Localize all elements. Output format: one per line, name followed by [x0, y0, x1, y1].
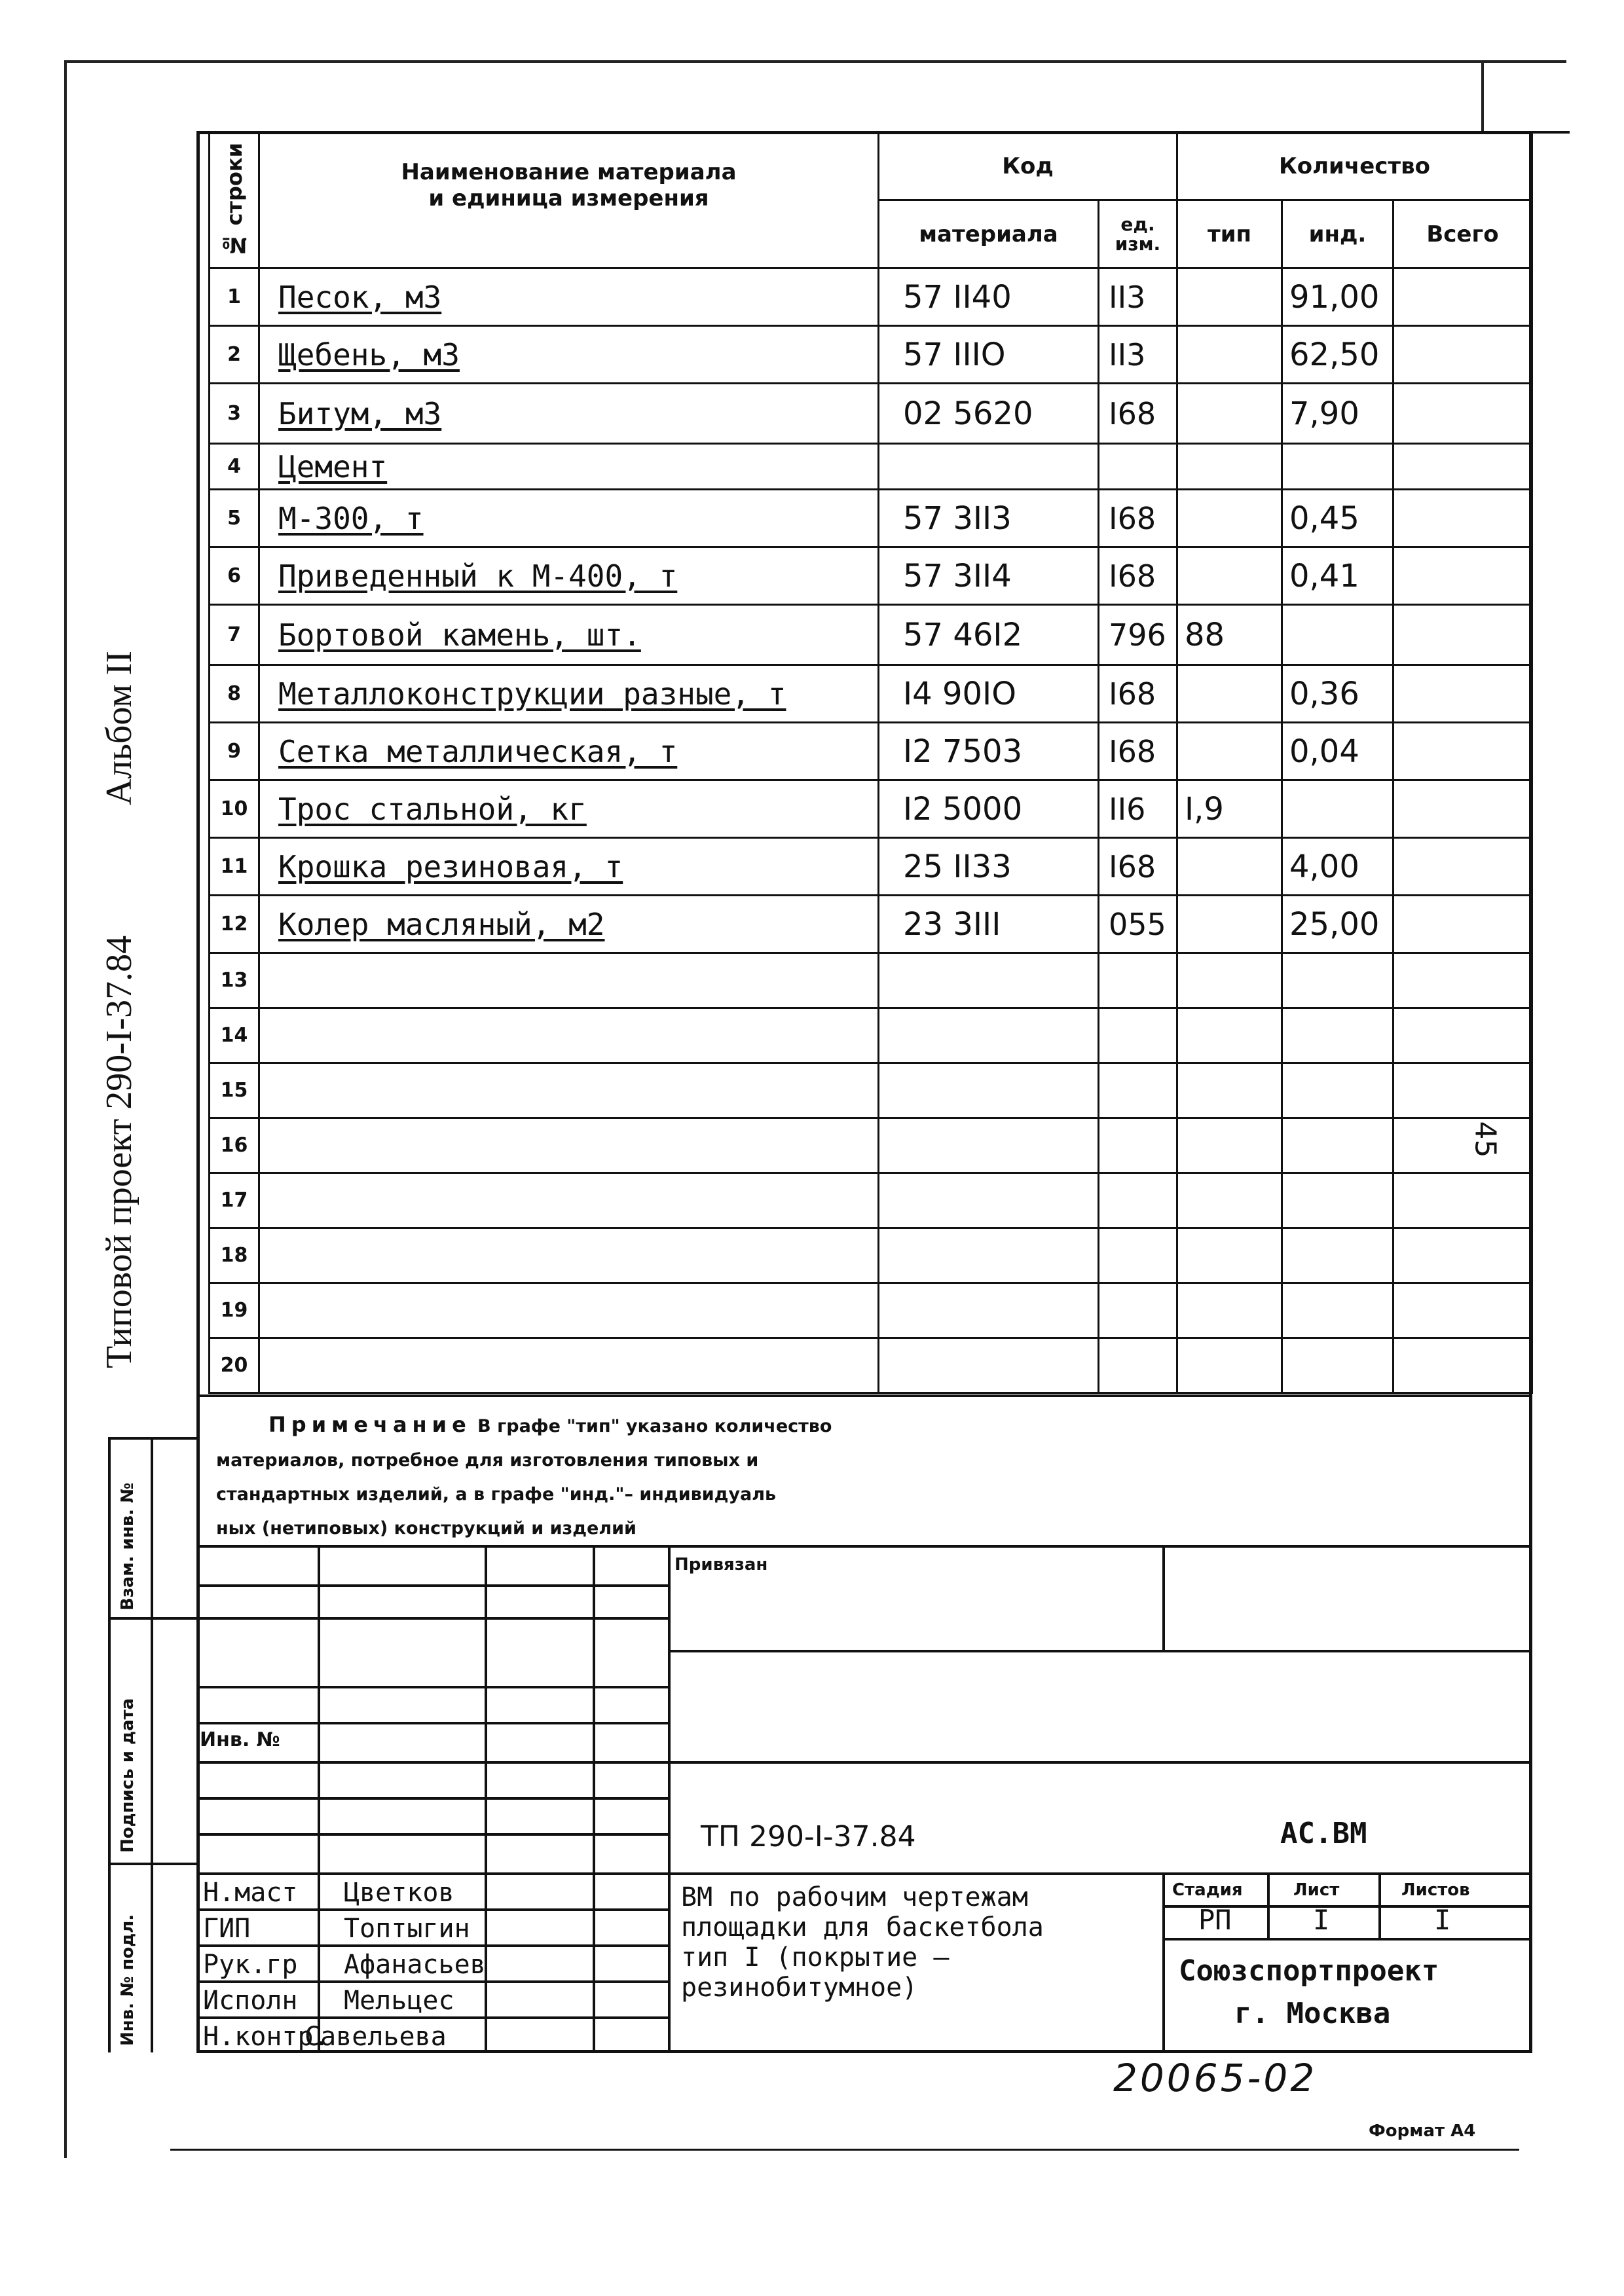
row-number: 3 — [210, 384, 259, 444]
ind-quantity — [1282, 1063, 1393, 1118]
type-quantity — [1177, 665, 1282, 723]
code-header: Код — [879, 132, 1177, 200]
type-quantity — [1177, 1283, 1282, 1338]
material-name: Бортовой камень, шт. — [259, 605, 879, 665]
material-code: 57 3II4 — [879, 547, 1099, 605]
type-quantity — [1177, 547, 1282, 605]
note-line-4: ных (нетиповых) конструкций и изделий — [216, 1518, 637, 1539]
project-side-label: Типовой проект 290-I-37.84 — [99, 935, 139, 1368]
type-quantity — [1177, 444, 1282, 490]
material-code — [879, 1228, 1099, 1283]
signature-name: Топтыгин — [344, 1914, 470, 1944]
material-name: Цемент — [259, 444, 879, 490]
ind-quantity — [1282, 780, 1393, 838]
table-row — [210, 384, 1532, 444]
stamp-col-8 — [1378, 1872, 1381, 1938]
ind-quantity: 4,00 — [1282, 838, 1393, 896]
unit-code: II3 — [1099, 268, 1177, 326]
title-line-2: площадки для баскетбола — [681, 1912, 1044, 1942]
unit-code — [1099, 1118, 1177, 1173]
type-quantity — [1177, 1008, 1282, 1063]
unit-code: II3 — [1099, 326, 1177, 384]
material-name: Битум, м3 — [259, 384, 879, 444]
type-quantity — [1177, 490, 1282, 547]
ind-quantity: 25,00 — [1282, 896, 1393, 953]
row-number: 10 — [210, 780, 259, 838]
signature-date-label: Подпись и дата — [118, 1698, 138, 1853]
organization-city: г. Москва — [1234, 1997, 1391, 2030]
material-name — [259, 953, 879, 1008]
material-code: I4 90IO — [879, 665, 1099, 723]
stamp-line-12 — [196, 1944, 668, 1947]
material-name: Песок, м3 — [259, 268, 879, 326]
stamp-line-7 — [196, 1761, 1532, 1764]
unit-code — [1099, 444, 1177, 490]
row-number: 17 — [210, 1173, 259, 1228]
total-quantity — [1393, 1173, 1532, 1228]
row-number: 5 — [210, 490, 259, 547]
note-block — [216, 1408, 1460, 1546]
footer-line — [170, 2149, 1519, 2151]
table-row — [210, 444, 1532, 490]
total-quantity — [1393, 326, 1532, 384]
album-side-label: Альбом II — [99, 650, 139, 805]
table-row — [210, 896, 1532, 953]
title-line-4: резинобитумное) — [681, 1973, 918, 2003]
total-quantity — [1393, 1008, 1532, 1063]
inv-original-label: Инв. № подл. — [118, 1914, 138, 2046]
table-row — [210, 1283, 1532, 1338]
stamp-line-13 — [196, 1980, 668, 1983]
table-row — [210, 1338, 1532, 1393]
stamp-col-5 — [1162, 1545, 1165, 1650]
unit-code — [1099, 953, 1177, 1008]
total-quantity — [1393, 780, 1532, 838]
material-name — [259, 1008, 879, 1063]
row-number-header: № строки — [210, 132, 259, 268]
signature-name: Савельева — [304, 2022, 447, 2052]
unit-code — [1099, 1338, 1177, 1393]
stamp-line-10 — [196, 1872, 1532, 1875]
ind-quantity: 0,45 — [1282, 490, 1393, 547]
ind-quantity — [1282, 1173, 1393, 1228]
material-code: 02 5620 — [879, 384, 1099, 444]
materials-table — [208, 131, 1533, 1394]
table-row — [210, 326, 1532, 384]
note-lead: Примечание — [268, 1412, 471, 1437]
row-number: 9 — [210, 723, 259, 780]
unit-code — [1099, 1063, 1177, 1118]
material-code — [879, 444, 1099, 490]
material-code — [879, 953, 1099, 1008]
inv-no-label: Инв. № — [200, 1728, 280, 1751]
material-code: 57 46I2 — [879, 605, 1099, 665]
unit-code: I68 — [1099, 665, 1177, 723]
type-quantity — [1177, 1228, 1282, 1283]
stamp-top-border — [196, 1394, 1532, 1397]
material-name: Металлоконструкции разные, т — [259, 665, 879, 723]
material-name — [259, 1118, 879, 1173]
stamp-col-1 — [318, 1545, 320, 2053]
ind-quantity: 0,36 — [1282, 665, 1393, 723]
table-row — [210, 780, 1532, 838]
type-quantity — [1177, 896, 1282, 953]
title-line-1: ВМ по рабочим чертежам — [681, 1882, 1028, 1912]
ind-quantity — [1282, 605, 1393, 665]
table-row — [210, 1173, 1532, 1228]
signature-name: Афанасьев — [344, 1950, 486, 1980]
unit-code-header: ед. изм. — [1099, 200, 1177, 268]
total-quantity — [1393, 384, 1532, 444]
material-name — [259, 1173, 879, 1228]
material-code-header: материала — [879, 200, 1099, 268]
total-quantity — [1393, 953, 1532, 1008]
material-name: Щебень, м3 — [259, 326, 879, 384]
row-number: 15 — [210, 1063, 259, 1118]
signature-name: Цветков — [344, 1878, 454, 1908]
material-code — [879, 1283, 1099, 1338]
material-name: Сетка металлическая, т — [259, 723, 879, 780]
sheets-value: I — [1434, 1904, 1451, 1936]
row-number: 20 — [210, 1338, 259, 1393]
material-code — [879, 1173, 1099, 1228]
type-header: тип — [1177, 200, 1282, 268]
ind-quantity: 91,00 — [1282, 268, 1393, 326]
type-quantity — [1177, 384, 1282, 444]
unit-code: I68 — [1099, 838, 1177, 896]
total-quantity — [1393, 723, 1532, 780]
stamp-line-11 — [196, 1908, 668, 1911]
ind-quantity — [1282, 1338, 1393, 1393]
total-quantity — [1393, 268, 1532, 326]
unit-code: 796 — [1099, 605, 1177, 665]
total-header: Всего — [1393, 200, 1532, 268]
stamp-line-6 — [196, 1722, 668, 1724]
row-number: 11 — [210, 838, 259, 896]
table-row — [210, 268, 1532, 326]
material-name: Трос стальной, кг — [259, 780, 879, 838]
sheet-value: I — [1313, 1904, 1330, 1936]
material-name — [259, 1283, 879, 1338]
stamp-stage-line-2 — [1162, 1938, 1532, 1941]
format-label: Формат А4 — [1369, 2121, 1476, 2141]
sheet-label: Лист — [1293, 1880, 1340, 1900]
total-quantity — [1393, 490, 1532, 547]
total-quantity — [1393, 547, 1532, 605]
stamp-line-8 — [196, 1797, 668, 1800]
row-number: 14 — [210, 1008, 259, 1063]
table-row — [210, 605, 1532, 665]
material-code: I2 7503 — [879, 723, 1099, 780]
total-quantity — [1393, 1063, 1532, 1118]
stamp-line-9 — [196, 1833, 668, 1836]
sheets-label: Листов — [1401, 1880, 1470, 1900]
stamp-line-1 — [196, 1545, 1532, 1548]
ind-quantity — [1282, 953, 1393, 1008]
document-title — [681, 1882, 1044, 2003]
stamp-line-5 — [196, 1686, 668, 1688]
stamp-line-3 — [196, 1617, 668, 1620]
material-code — [879, 1118, 1099, 1173]
ind-quantity — [1282, 1008, 1393, 1063]
material-code: 57 IIIO — [879, 326, 1099, 384]
ind-quantity: 62,50 — [1282, 326, 1393, 384]
total-quantity — [1393, 838, 1532, 896]
type-quantity — [1177, 723, 1282, 780]
ind-quantity — [1282, 1118, 1393, 1173]
total-quantity — [1393, 1338, 1532, 1393]
row-number: 16 — [210, 1118, 259, 1173]
ind-quantity: 0,41 — [1282, 547, 1393, 605]
stamp-line-4 — [668, 1650, 1532, 1652]
stamp-col-3 — [593, 1545, 595, 2053]
unit-code — [1099, 1008, 1177, 1063]
material-name: Колер масляный, м2 — [259, 896, 879, 953]
ind-header: инд. — [1282, 200, 1393, 268]
binding-strip-div-2 — [108, 1863, 200, 1865]
row-number: 13 — [210, 953, 259, 1008]
table-row — [210, 1063, 1532, 1118]
table-row — [210, 665, 1532, 723]
table-row — [210, 1228, 1532, 1283]
note-line-2: материалов, потребное для изготовления типовых и — [216, 1450, 759, 1470]
table-row — [210, 838, 1532, 896]
table-row — [210, 953, 1532, 1008]
type-quantity — [1177, 1338, 1282, 1393]
total-quantity — [1393, 1228, 1532, 1283]
page-number: 45 — [1468, 1121, 1502, 1158]
binding-strip-right — [151, 1437, 153, 2052]
type-quantity — [1177, 838, 1282, 896]
material-code — [879, 1063, 1099, 1118]
total-quantity — [1393, 896, 1532, 953]
material-code: 25 II33 — [879, 838, 1099, 896]
total-quantity — [1393, 1118, 1532, 1173]
row-number: 1 — [210, 268, 259, 326]
signature-role: Исполн — [203, 1986, 298, 2016]
table-row — [210, 723, 1532, 780]
row-number: 8 — [210, 665, 259, 723]
type-quantity — [1177, 953, 1282, 1008]
binding-strip-left — [108, 1437, 111, 2052]
material-name — [259, 1228, 879, 1283]
table-row — [210, 1008, 1532, 1063]
note-line-1: В графе "тип" указано количество — [477, 1416, 832, 1436]
stage-label: Стадия — [1172, 1880, 1243, 1900]
type-quantity — [1177, 268, 1282, 326]
material-name: Приведенный к М-400, т — [259, 547, 879, 605]
total-quantity — [1393, 1283, 1532, 1338]
document-code: ТП 290-I-37.84 — [701, 1820, 916, 1853]
name-header: Наименование материала и единица измерения — [259, 132, 879, 268]
ind-quantity — [1282, 1228, 1393, 1283]
frame-corner-box — [1481, 60, 1572, 132]
table-row — [210, 490, 1532, 547]
quantity-header: Количество — [1177, 132, 1532, 200]
type-quantity — [1177, 1063, 1282, 1118]
handwritten-number: 20065-02 — [1113, 2056, 1318, 2100]
vzam-inv-label: Взам. инв. № — [118, 1482, 138, 1611]
organization-name: Союзспортпроект — [1179, 1954, 1439, 1988]
privyazan-label: Привязан — [674, 1555, 768, 1575]
unit-code: II6 — [1099, 780, 1177, 838]
unit-code: I68 — [1099, 547, 1177, 605]
table-row — [210, 547, 1532, 605]
total-quantity — [1393, 665, 1532, 723]
table-row — [210, 1118, 1532, 1173]
stamp-line-14 — [196, 2016, 668, 2019]
type-quantity — [1177, 1173, 1282, 1228]
material-name — [259, 1338, 879, 1393]
signature-role: Рук.гр — [203, 1950, 298, 1980]
total-quantity — [1393, 444, 1532, 490]
material-code: I2 5000 — [879, 780, 1099, 838]
material-code — [879, 1008, 1099, 1063]
row-number: 6 — [210, 547, 259, 605]
type-quantity: 88 — [1177, 605, 1282, 665]
material-code — [879, 1338, 1099, 1393]
material-code: 23 3III — [879, 896, 1099, 953]
material-name: Крошка резиновая, т — [259, 838, 879, 896]
material-code: 57 3II3 — [879, 490, 1099, 547]
unit-code: I68 — [1099, 723, 1177, 780]
signature-role: ГИП — [203, 1914, 251, 1944]
type-quantity: I,9 — [1177, 780, 1282, 838]
type-quantity — [1177, 1118, 1282, 1173]
signature-role: Н.маст — [203, 1878, 298, 1908]
row-number: 4 — [210, 444, 259, 490]
signature-name: Мельцес — [344, 1986, 454, 2016]
title-line-3: тип I (покрытие – — [681, 1942, 950, 1973]
material-code: 57 II40 — [879, 268, 1099, 326]
note-line-3: стандартных изделий, а в графе "инд."– индивидуаль — [216, 1484, 777, 1504]
row-number: 19 — [210, 1283, 259, 1338]
unit-code: I68 — [1099, 384, 1177, 444]
stamp-line-2 — [196, 1584, 668, 1587]
row-number: 12 — [210, 896, 259, 953]
stamp-col-7 — [1267, 1872, 1270, 1938]
unit-code — [1099, 1173, 1177, 1228]
material-name: М-300, т — [259, 490, 879, 547]
unit-code — [1099, 1228, 1177, 1283]
material-name — [259, 1063, 879, 1118]
row-number: 18 — [210, 1228, 259, 1283]
signature-role: Н.контр. — [203, 2022, 329, 2052]
total-quantity — [1393, 605, 1532, 665]
stage-value: РП — [1198, 1904, 1232, 1936]
ind-quantity: 7,90 — [1282, 384, 1393, 444]
unit-code: I68 — [1099, 490, 1177, 547]
ind-quantity: 0,04 — [1282, 723, 1393, 780]
binding-strip-div-1 — [108, 1617, 200, 1620]
unit-code — [1099, 1283, 1177, 1338]
ind-quantity — [1282, 1283, 1393, 1338]
document-code-suffix: АС.ВМ — [1280, 1817, 1367, 1850]
type-quantity — [1177, 326, 1282, 384]
row-number: 2 — [210, 326, 259, 384]
ind-quantity — [1282, 444, 1393, 490]
binding-strip-top — [108, 1437, 200, 1440]
unit-code: 055 — [1099, 896, 1177, 953]
stamp-col-4 — [668, 1545, 671, 2053]
stamp-col-6 — [1162, 1872, 1165, 2053]
row-number: 7 — [210, 605, 259, 665]
